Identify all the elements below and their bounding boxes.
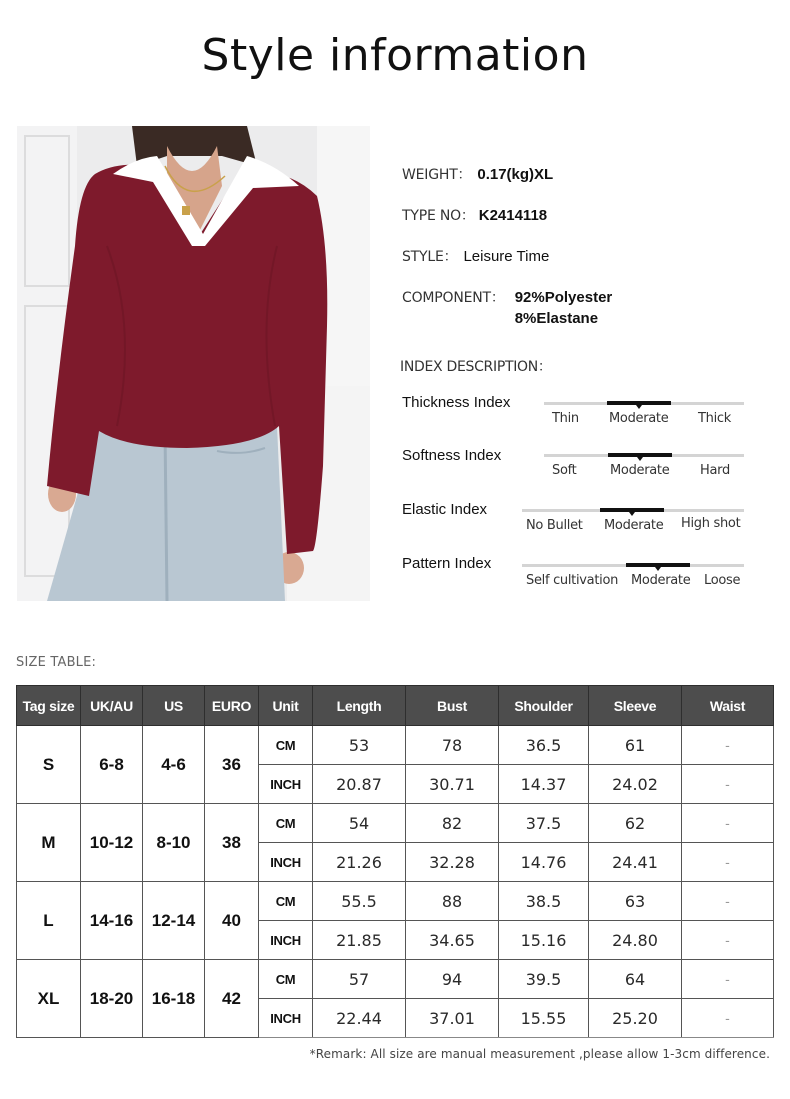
index-marker-moderate — [608, 453, 672, 457]
table-header-row — [17, 686, 774, 726]
waist-cell: - — [682, 882, 774, 921]
length-cell: 22.44 — [313, 999, 406, 1038]
table-row — [17, 882, 774, 921]
uk-au-cell: 6-8 — [81, 726, 143, 804]
length-cell: 21.26 — [313, 843, 406, 882]
index-marker-moderate — [600, 508, 664, 512]
uk-au-cell: 18-20 — [81, 960, 143, 1038]
index-track — [522, 509, 744, 512]
style-label: STYLE： — [402, 249, 458, 265]
table-row — [17, 726, 774, 765]
index-level-high: Thick — [698, 411, 731, 426]
unit-cell: INCH — [259, 765, 313, 804]
sleeve-cell: 24.41 — [589, 843, 682, 882]
weight-label: WEIGHT： — [402, 167, 472, 183]
size-table-label: SIZE TABLE: — [16, 655, 97, 670]
size-table — [16, 685, 774, 1038]
unit-cell: CM — [259, 726, 313, 765]
unit-cell: INCH — [259, 999, 313, 1038]
length-cell: 53 — [313, 726, 406, 765]
index-name: Softness Index — [402, 447, 502, 464]
header-uk-au: UK/AU — [81, 686, 143, 726]
style-value: Leisure Time — [463, 248, 550, 265]
style-row — [402, 246, 549, 266]
euro-cell: 40 — [205, 882, 259, 960]
index-level-high: Hard — [700, 463, 730, 478]
elastic-index — [402, 501, 747, 541]
shoulder-cell: 39.5 — [499, 960, 589, 999]
header-unit: Unit — [259, 686, 313, 726]
waist-cell: - — [682, 921, 774, 960]
component-value-2: 8%Elastane — [514, 310, 599, 327]
index-level-low: No Bullet — [526, 518, 583, 533]
shoulder-cell: 14.76 — [499, 843, 589, 882]
index-level-mid: Moderate — [604, 518, 664, 533]
tag-size-cell: M — [17, 804, 81, 882]
bust-cell: 88 — [406, 882, 499, 921]
shoulder-cell: 36.5 — [499, 726, 589, 765]
header-sleeve: Sleeve — [589, 686, 682, 726]
unit-cell: INCH — [259, 843, 313, 882]
us-cell: 12-14 — [143, 882, 205, 960]
length-cell: 20.87 — [313, 765, 406, 804]
bust-cell: 94 — [406, 960, 499, 999]
page-title: Style information — [201, 30, 589, 81]
index-track — [522, 564, 744, 567]
us-cell: 8-10 — [143, 804, 205, 882]
euro-cell: 38 — [205, 804, 259, 882]
us-cell: 16-18 — [143, 960, 205, 1038]
component-label: COMPONENT： — [402, 290, 505, 306]
index-level-low: Soft — [552, 463, 577, 478]
sleeve-cell: 24.80 — [589, 921, 682, 960]
length-cell: 21.85 — [313, 921, 406, 960]
bust-cell: 78 — [406, 726, 499, 765]
uk-au-cell: 14-16 — [81, 882, 143, 960]
header-shoulder: Shoulder — [499, 686, 589, 726]
bust-cell: 34.65 — [406, 921, 499, 960]
shoulder-cell: 38.5 — [499, 882, 589, 921]
length-cell: 54 — [313, 804, 406, 843]
index-level-mid: Moderate — [610, 463, 670, 478]
index-name: Pattern Index — [402, 555, 492, 572]
waist-cell: - — [682, 999, 774, 1038]
index-level-low: Self cultivation — [526, 573, 619, 588]
index-name: Thickness Index — [402, 394, 511, 411]
shoulder-cell: 15.16 — [499, 921, 589, 960]
index-level-high: Loose — [704, 573, 741, 588]
us-cell: 4-6 — [143, 726, 205, 804]
sleeve-cell: 62 — [589, 804, 682, 843]
sleeve-cell: 61 — [589, 726, 682, 765]
header-bust: Bust — [406, 686, 499, 726]
index-track — [544, 454, 744, 457]
sleeve-cell: 64 — [589, 960, 682, 999]
type-no-row — [402, 205, 547, 225]
length-cell: 57 — [313, 960, 406, 999]
unit-cell: CM — [259, 960, 313, 999]
index-level-mid: Moderate — [631, 573, 691, 588]
header-waist: Waist — [682, 686, 774, 726]
uk-au-cell: 10-12 — [81, 804, 143, 882]
table-row — [17, 804, 774, 843]
tag-size-cell: S — [17, 726, 81, 804]
header-us: US — [143, 686, 205, 726]
length-cell: 55.5 — [313, 882, 406, 921]
waist-cell: - — [682, 843, 774, 882]
index-level-high: High shot — [681, 516, 741, 531]
euro-cell: 42 — [205, 960, 259, 1038]
unit-cell: INCH — [259, 921, 313, 960]
bust-cell: 30.71 — [406, 765, 499, 804]
weight-value: 0.17(kg)XL — [477, 166, 554, 183]
bust-cell: 32.28 — [406, 843, 499, 882]
waist-cell: - — [682, 765, 774, 804]
index-track — [544, 402, 744, 405]
type-no-value: K2414118 — [478, 207, 548, 224]
shoulder-cell: 15.55 — [499, 999, 589, 1038]
bust-cell: 37.01 — [406, 999, 499, 1038]
waist-cell: - — [682, 960, 774, 999]
weight-row — [402, 164, 553, 184]
header-length: Length — [313, 686, 406, 726]
pattern-index — [402, 555, 747, 595]
index-name: Elastic Index — [402, 501, 488, 518]
waist-cell: - — [682, 804, 774, 843]
unit-cell: CM — [259, 804, 313, 843]
thickness-index — [402, 394, 747, 434]
waist-cell: - — [682, 726, 774, 765]
softness-index — [402, 447, 747, 487]
type-no-label: TYPE NO： — [402, 208, 475, 224]
shoulder-cell: 37.5 — [499, 804, 589, 843]
product-photo — [17, 126, 370, 601]
sleeve-cell: 24.02 — [589, 765, 682, 804]
index-level-mid: Moderate — [609, 411, 669, 426]
index-marker-moderate — [607, 401, 671, 405]
tag-size-cell: L — [17, 882, 81, 960]
index-description-title: INDEX DESCRIPTION： — [400, 359, 552, 375]
euro-cell: 36 — [205, 726, 259, 804]
shoulder-cell: 14.37 — [499, 765, 589, 804]
remark-note: *Remark: All size are manual measurement ,please allow 1-3cm difference. — [309, 1047, 770, 1061]
header-euro: EURO — [205, 686, 259, 726]
table-row — [17, 960, 774, 999]
bust-cell: 82 — [406, 804, 499, 843]
sleeve-cell: 63 — [589, 882, 682, 921]
index-level-low: Thin — [552, 411, 579, 426]
component-value-1: 92%Polyester — [514, 289, 613, 306]
index-marker-moderate — [626, 563, 690, 567]
sleeve-cell: 25.20 — [589, 999, 682, 1038]
unit-cell: CM — [259, 882, 313, 921]
component-row — [402, 287, 612, 329]
header-tag-size: Tag size — [17, 686, 81, 726]
tag-size-cell: XL — [17, 960, 81, 1038]
